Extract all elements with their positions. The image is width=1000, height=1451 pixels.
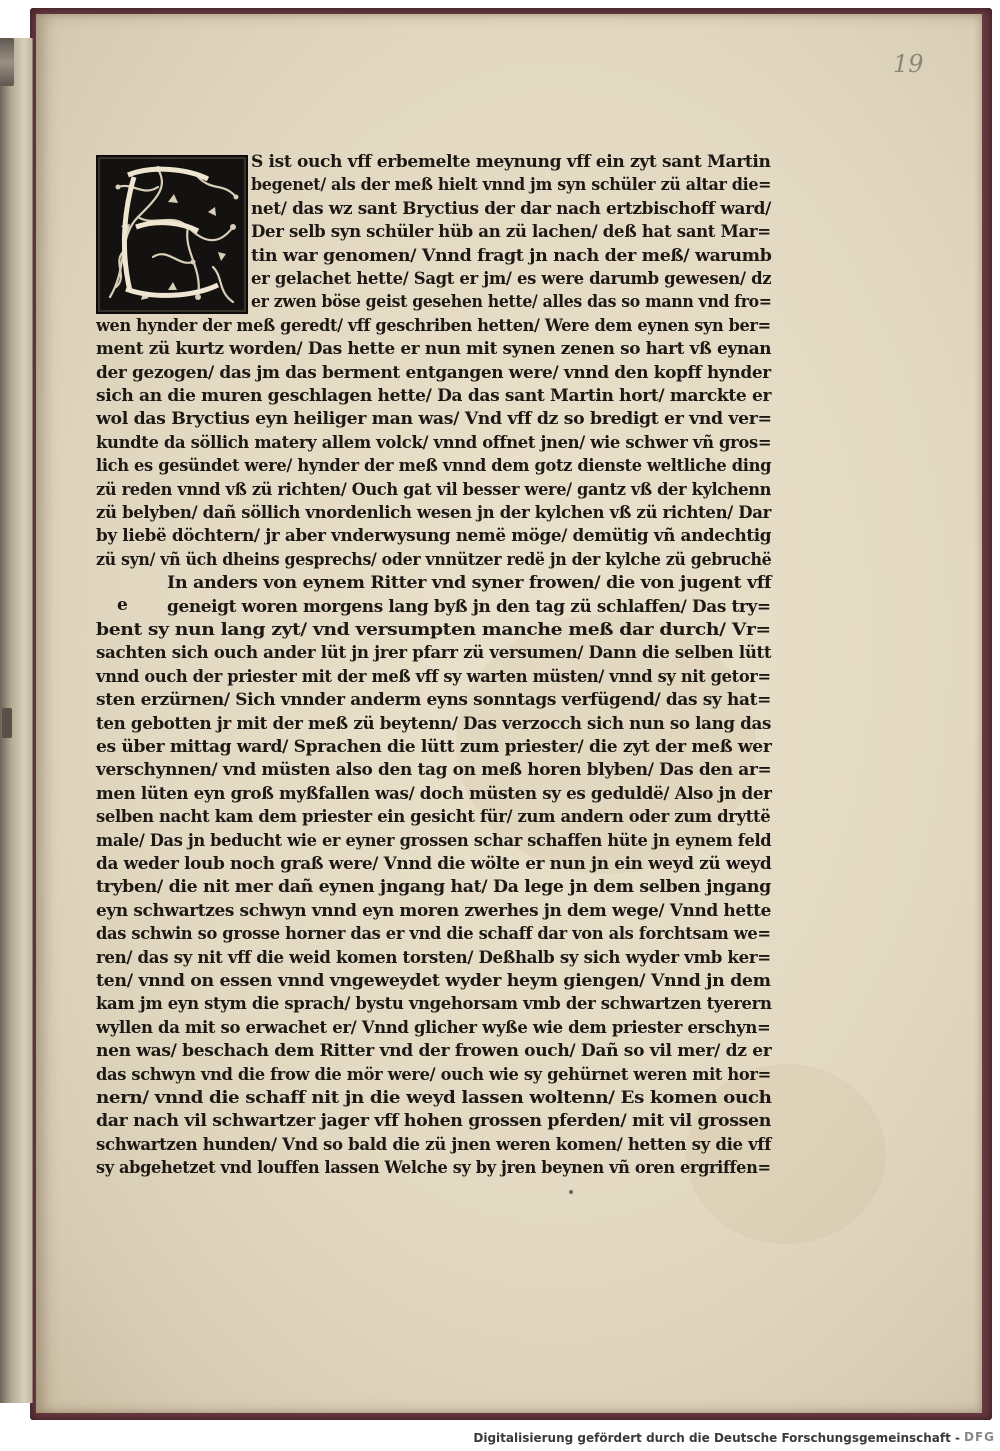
- text-line: S ist ouch vff erbemelte meynung vff ein zyt sant Martin: [251, 152, 771, 172]
- text-line: zü belyben/ dañ söllich vnordenlich wesen jn der kylchen vß zü richten/ Dar: [96, 503, 771, 523]
- text-line: er gelachet hette/ Sagt er jm/ es were darumb gewesen/ dz: [251, 269, 772, 289]
- dfg-logo-icon: DFG: [964, 1430, 996, 1444]
- previous-page-edge: [0, 38, 33, 1403]
- body-text: [96, 0, 772, 1179]
- text-line: sich an die muren geschlagen hette/ Da das sant Martin hort/ marckte er: [96, 386, 772, 406]
- page-clip-icon: [0, 38, 14, 86]
- text-line: kundte da söllich matery allem volck/ vnnd offnet jnen/ wie schwer vñ gros=: [96, 432, 772, 453]
- footer-bar: [0, 1427, 1000, 1451]
- text-line: nen was/ beschach dem Ritter vnd der frowen ouch/ Dañ so vil mer/ dz er: [96, 1041, 772, 1062]
- text-line: net/ das wz sant Bryctius der dar nach ertzbischoff ward/: [251, 198, 771, 219]
- text-line: bent sy nun lang zyt/ vnd versumpten manche meß dar durch/ Vr=: [96, 620, 771, 640]
- text-line: schwartzen hunden/ Vnd so bald die zü jnen weren komen/ hetten sy die vff: [96, 1134, 771, 1155]
- text-line: kam jm eyn stym die sprach/ bystu vngehorsam vmb der schwartzen tyerern: [96, 994, 772, 1015]
- text-line: vnnd ouch der priester mit der meß vff sy warten müsten/ vnnd sy nit getor=: [96, 666, 771, 687]
- text-line: sy abgehetzet vnd louffen lassen Welche sy by jren beynen vñ oren ergriffen=: [96, 1158, 771, 1179]
- text-line: das schwin so grosse horner das er vnd die schaff dar von als forchtsam we=: [96, 924, 771, 945]
- text-line: verschynnen/ vnd müsten also den tag on meß horen blyben/ Das den ar=: [96, 760, 772, 781]
- text-line: eyn schwartzes schwyn vnnd eyn moren zwerhes jn dem wege/ Vnnd hette: [96, 900, 772, 921]
- text-line: Der selb syn schüler hüb an zü lachen/ deß hat sant Mar=: [251, 222, 771, 243]
- text-line: tin war genomen/ Vnnd fragt jn nach der meß/ warumb: [251, 245, 772, 266]
- text-line: ren/ das sy nit vff die weid komen torsten/ Deßhalb sy sich wyder vmb ker=: [96, 947, 771, 968]
- text-line: by liebë döchtern/ jr aber vnderwysung nemë möge/ demütig vñ andechtig: [96, 526, 772, 547]
- ink-dot: [569, 1190, 573, 1194]
- text-line: der gezogen/ das jm das berment entgangen were/ vnnd den kopff hynder: [96, 362, 771, 383]
- folio-number: 19: [893, 50, 924, 78]
- text-line: selben nacht kam dem priester ein gesicht für/ zum andern oder zum dryttë: [96, 807, 771, 828]
- text-line: zü syn/ vñ üch dheins gesprechs/ oder vnnützer redë jn der kylche zü gebruchë: [96, 549, 772, 570]
- text-line: sachten sich ouch ander lüt jn jrer pfarr zü versumen/ Dann die selben lütt: [96, 643, 772, 664]
- text-line: er zwen böse geist gesehen hette/ alles das so mann vnd fro=: [251, 292, 772, 313]
- text-line: In anders von eynem Ritter vnd syner frowen/ die von jugent vff: [167, 573, 772, 594]
- text-line: zü reden vnnd vß zü richten/ Ouch gat vil besser were/ gantz vß der kylchenn: [96, 479, 772, 500]
- text-line: ten gebotten jr mit der meß zü beytenn/ Das verzocch sich nun so lang das: [96, 713, 772, 734]
- text-line: das schwyn vnd die frow die mör were/ ouch wie sy gehürnet weren mit hor=: [96, 1064, 771, 1085]
- text-line: men lüten eyn groß myßfallen was/ doch müsten sy es geduldë/ Also jn der: [96, 783, 772, 804]
- text-line: sten erzürnen/ Sich vnnder anderm eyns sonntags verfügend/ das sy hat=: [96, 690, 771, 711]
- text-line: wol das Bryctius eyn heiliger man was/ Vnd vff dz so bredigt er vnd ver=: [96, 409, 772, 430]
- text-line: da weder loub noch graß were/ Vnnd die wölte er nun jn ein weyd zü weyd: [96, 854, 772, 874]
- text-line: geneigt woren morgens lang byß jn den tag zü schlaffen/ Das try=: [167, 596, 771, 617]
- text-line: ment zü kurtz worden/ Das hette er nun mit synen zenen so hart vß eynan: [96, 339, 772, 360]
- text-line: begenet/ als der meß hielt vnnd jm syn schüler zü altar die=: [251, 175, 772, 196]
- text-line: wen hynder der meß geredt/ vff geschriben hetten/ Were dem eynen syn ber=: [96, 315, 771, 336]
- funding-notice: Digitalisierung gefördert durch die Deutsche Forschungsgemeinschaft -: [473, 1431, 960, 1445]
- text-line: es über mittag ward/ Sprachen die lütt zum priester/ die zyt der meß wer: [96, 737, 772, 757]
- text-line: nern/ vnnd die schaff nit jn die weyd lassen woltenn/ Es komen ouch: [96, 1088, 772, 1108]
- text-line: tryben/ die nit mer dañ eynen jngang hat/ Da lege jn dem selben jngang: [96, 877, 771, 898]
- edge-mark: [2, 708, 12, 738]
- text-line: wyllen da mit so erwachet er/ Vnnd glicher wyße wie dem priester erschyn=: [96, 1017, 771, 1038]
- text-line: male/ Das jn beducht wie er eyner grossen schar schaffen hüte jn eynem feld: [96, 830, 772, 851]
- text-line: dar nach vil schwartzer jager vff hohen grossen pferden/ mit vil grossen: [96, 1111, 771, 1132]
- text-line: lich es gesündet were/ hynder der meß vnnd dem gotz dienste weltliche ding: [96, 456, 772, 477]
- marginal-letter: e: [117, 595, 128, 615]
- text-line: ten/ vnnd on essen vnnd vngeweydet wyder heym giengen/ Vnnd jn dem: [96, 971, 771, 991]
